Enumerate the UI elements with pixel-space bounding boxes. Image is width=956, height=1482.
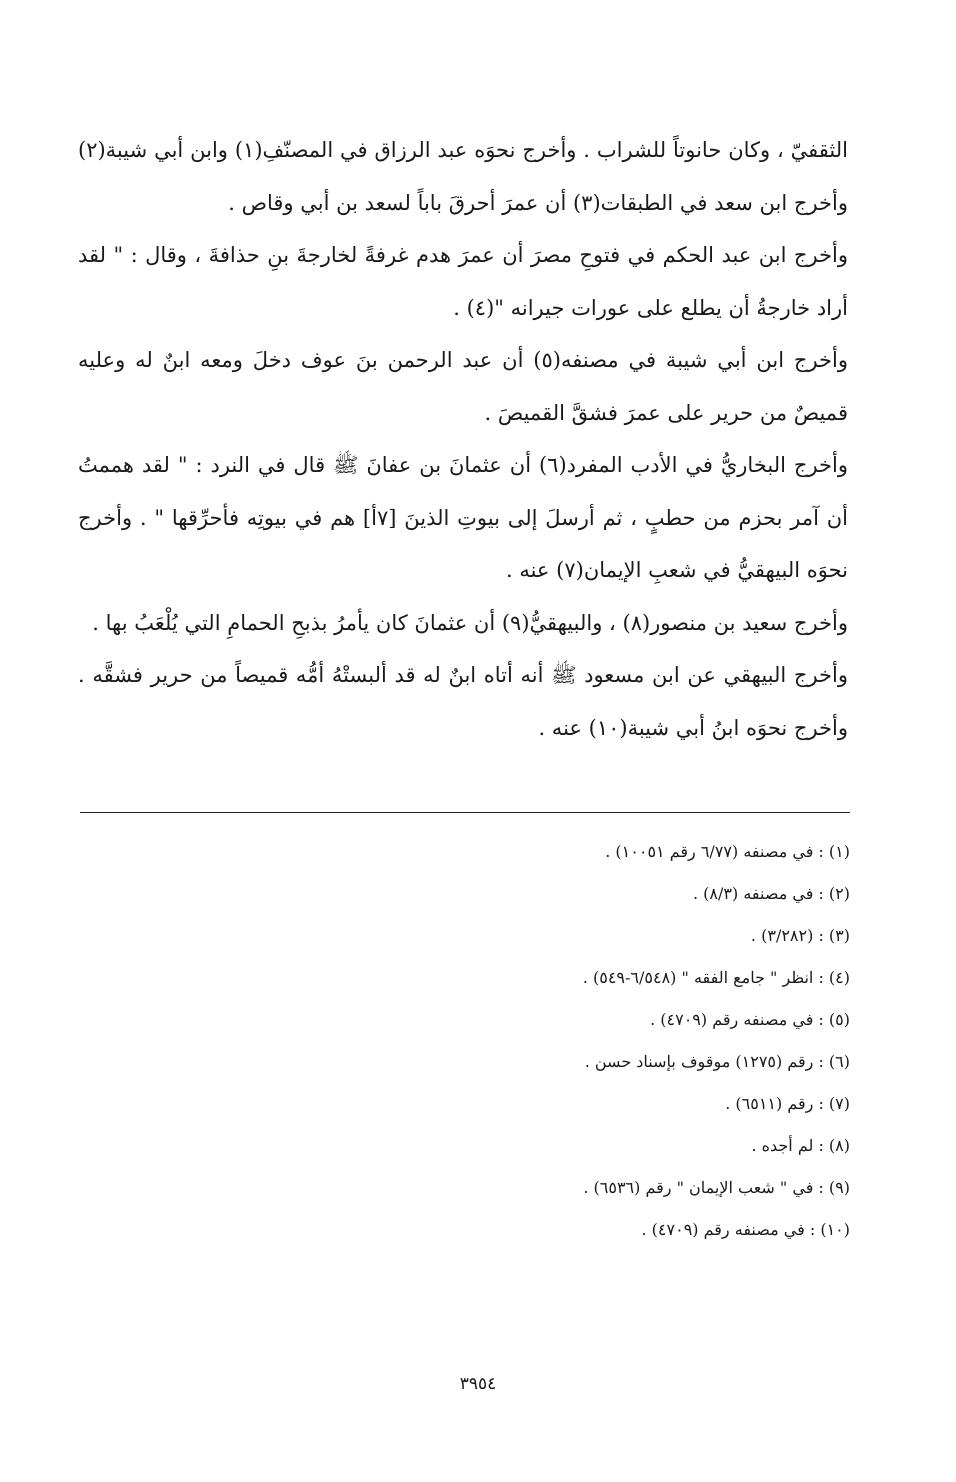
page-number: ٣٩٥٤ [459, 1374, 497, 1394]
footnote-10: (١٠) : في مصنفه رقم (٤٧٠٩) . [641, 1220, 850, 1239]
footnote-9: (٩) : في " شعب الإيمان " رقم (٦٥٣٦) . [583, 1178, 850, 1197]
footnotes [400, 831, 850, 1251]
footnote-5: (٥) : في مصنفه رقم (٤٧٠٩) . [650, 1010, 850, 1029]
paragraph-4: وأخرج البخاريُّ في الأدب المفرد(٦) أن عثمانَ بن عفانَ ﷺ قال في النرد : " لقد هممتُ أن آمر بحزم من حطبٍ ، ثم أرسلَ إلى بيوتِ الذينَ [٧أ] هم في بيوتِه فأحرِّقها " . وأخرج نحوَه البيهقيُّ في شعبِ الإيمان(٧) عنه . [78, 453, 848, 582]
footnote-divider [80, 812, 850, 813]
footnote-6: (٦) : رقم (١٢٧٥) موقوف بإسناد حسن . [584, 1052, 850, 1071]
footnote-1: (١) : في مصنفه (٦/٧٧ رقم ١٠٠٥١) . [605, 842, 850, 861]
paragraph-6: وأخرج البيهقي عن ابن مسعود ﷺ أنه أتاه ابنٌ له قد ألبستْهُ أمُّه قميصاً من حرير فشقَّه . وأخرج نحوَه ابنُ أبي شيبة(١٠) عنه . [78, 663, 848, 740]
footnote-7: (٧) : رقم (٦٥١١) . [725, 1094, 850, 1113]
footnote-3: (٣) : (٣/٢٨٢) . [750, 926, 850, 945]
footnote-2: (٢) : في مصنفه (٨/٣) . [693, 884, 850, 903]
paragraph-2: وأخرج ابن عبد الحكم في فتوحِ مصرَ أن عمرَ هدم غرفةً لخارجةَ بنِ حذافةَ ، وقال : " لقد أراد خارجةُ أن يطلع على عورات جيرانه "(٤) . [78, 243, 848, 320]
footnote-8: (٨) : لم أجده . [751, 1136, 850, 1155]
footnote-4: (٤) : انظر " جامع الفقه " (٦/٥٤٨-٥٤٩) . [582, 968, 850, 987]
paragraph-5: وأخرج سعيد بن منصور(٨) ، والبيهقيُّ(٩) أن عثمانَ كان يأمرُ بذبحِ الحمامِ التي يُلْعَبُ بها . [92, 610, 848, 635]
paragraph-1: الثقفيّ ، وكان حانوتاً للشراب . وأخرج نحوَه عبد الرزاق في المصنّفِ(١) وابن أبي شيبة(٢) وأخرج ابن سعد في الطبقات(٣) أن عمرَ أحرقَ باباً لسعد بن أبي وقاص . [78, 138, 848, 215]
paragraph-3: وأخرج ابن أبي شيبة في مصنفه(٥) أن عبد الرحمن بنَ عوف دخلَ ومعه ابنٌ له وعليه قميصٌ من حرير على عمرَ فشقَّ القميصَ . [78, 348, 848, 425]
main-text [78, 124, 848, 754]
